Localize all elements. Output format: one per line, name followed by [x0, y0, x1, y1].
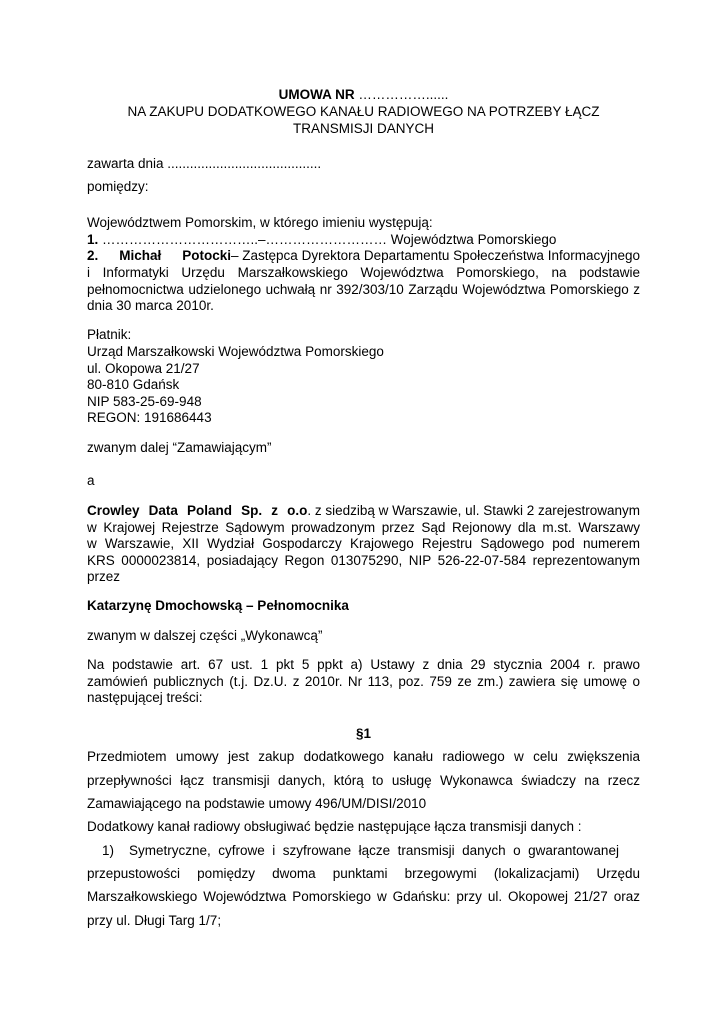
- payer-name: Urząd Marszałkowski Województwa Pomorskiego: [87, 344, 384, 359]
- section-1-item1-line4: przy ul. Długi Targ 1/7;: [87, 913, 222, 928]
- rep1-text: ……………………………..–……………………… Województwa Pomorskiego: [98, 232, 557, 247]
- contractor-line1-text: . z siedzibą w Warszawie, ul. Stawki 2 zarejestrowanym: [307, 503, 640, 518]
- contractor-representative: Katarzynę Dmochowską – Pełnomocnika: [87, 598, 349, 613]
- rep2-name: 2. Michał Potocki: [87, 248, 232, 263]
- contractor-alias: zwanym w dalszej części „Wykonawcą”: [87, 628, 323, 643]
- party2-line2: w Krajowej Rejestrze Sądowym prowadzonym przez Sąd Rejonowy dla m.st. Warszawy: [87, 520, 640, 535]
- party1-intro: Województwem Pomorskim, w którego imieniu występują:: [87, 215, 433, 230]
- party2-line4: KRS 0000023814, posiadający Regon 013075290, NIP 526-22-07-584 reprezentowanym: [87, 553, 640, 568]
- payer-regon: REGON: 191686443: [87, 410, 212, 425]
- party2-line3: w Warszawie, XII Wydział Gospodarczy Krajowego Rejestru Sądowego pod numerem: [87, 536, 640, 551]
- party2-line5: przez: [87, 569, 121, 584]
- payer-street: ul. Okopowa 21/27: [87, 361, 200, 376]
- rep1-number: 1.: [87, 232, 99, 247]
- section-1-item1-line1: 1) Symetryczne, cyfrowe i szyfrowane łącze transmisji danych o gwarantowanej: [87, 843, 619, 858]
- concluded-on-date: zawarta dnia .........................................: [87, 156, 322, 171]
- title-contract-number-blank: ……………......: [354, 87, 449, 102]
- section-1-para1-line3: Zamawiającego na podstawie umowy 496/UM/DISI/2010: [87, 796, 427, 811]
- rep2-text: – Zastępca Dyrektora Departamentu Społeczeństwa Informacyjnego: [231, 248, 640, 263]
- between-label: pomiędzy:: [87, 179, 149, 194]
- title-line-2: NA ZAKUPU DODATKOWEGO KANAŁU RADIOWEGO NA POTRZEBY ŁĄCZ: [127, 104, 600, 119]
- legal-basis-line1: Na podstawie art. 67 ust. 1 pkt 5 ppkt a) Ustawy z dnia 29 stycznia 2004 r. prawo: [87, 657, 640, 672]
- party1-rep2-line2: i Informatyki Urzędu Marszałkowskiego Województwa Pomorskiego, na podstawie: [87, 265, 640, 280]
- title-contract-number-label: UMOWA NR: [278, 87, 355, 102]
- contractor-name: Crowley Data Poland Sp. z o.o: [87, 503, 308, 518]
- payer-label: Płatnik:: [87, 327, 132, 342]
- party1-rep2-line3: pełnomocnictwa udzielonego uchwałą nr 392/303/10 Zarządu Województwa Pomorskiego z: [87, 282, 640, 297]
- title-line-3: TRANSMISJI DANYCH: [292, 121, 434, 136]
- section-1-para1-line2: przepływności łącz transmisji danych, którą to usługę Wykonawca świadczy na rzecz: [87, 773, 640, 788]
- payer-city: 80-810 Gdańsk: [87, 377, 180, 392]
- section-1-para1-line1: Przedmiotem umowy jest zakup dodatkowego kanału radiowego w celu zwiększenia: [87, 749, 640, 764]
- section-1-item1-line2: przepustowości pomiędzy dwoma punktami brzegowymi (lokalizacjami) Urzędu: [87, 866, 640, 881]
- section-1-heading: §1: [355, 726, 372, 741]
- party1-rep1: [87, 231, 556, 248]
- legal-basis-line2: zamówień publicznych (t.j. Dz.U. z 2010r. Nr 113, poz. 759 ze zm.) zawiera się umowę o: [87, 674, 640, 689]
- legal-basis-line3: następującej treści:: [87, 690, 203, 705]
- conjunction-a: a: [87, 473, 95, 488]
- party2-line1: [87, 502, 640, 519]
- section-1-para2: Dodatkowy kanał radiowy obsługiwać będzie następujące łącza transmisji danych :: [87, 819, 582, 834]
- payer-nip: NIP 583-25-69-948: [87, 394, 202, 409]
- party1-rep2-line4: dnia 30 marca 2010r.: [87, 298, 214, 313]
- section-1-item1-line3: Marszałkowskiego Województwa Pomorskiego w Gdańsku: przy ul. Okopowej 21/27 oraz: [87, 889, 640, 904]
- party1-rep2-line1: [87, 247, 640, 264]
- title-line-1: [87, 86, 640, 103]
- ordering-party-alias: zwanym dalej “Zamawiającym”: [87, 440, 272, 455]
